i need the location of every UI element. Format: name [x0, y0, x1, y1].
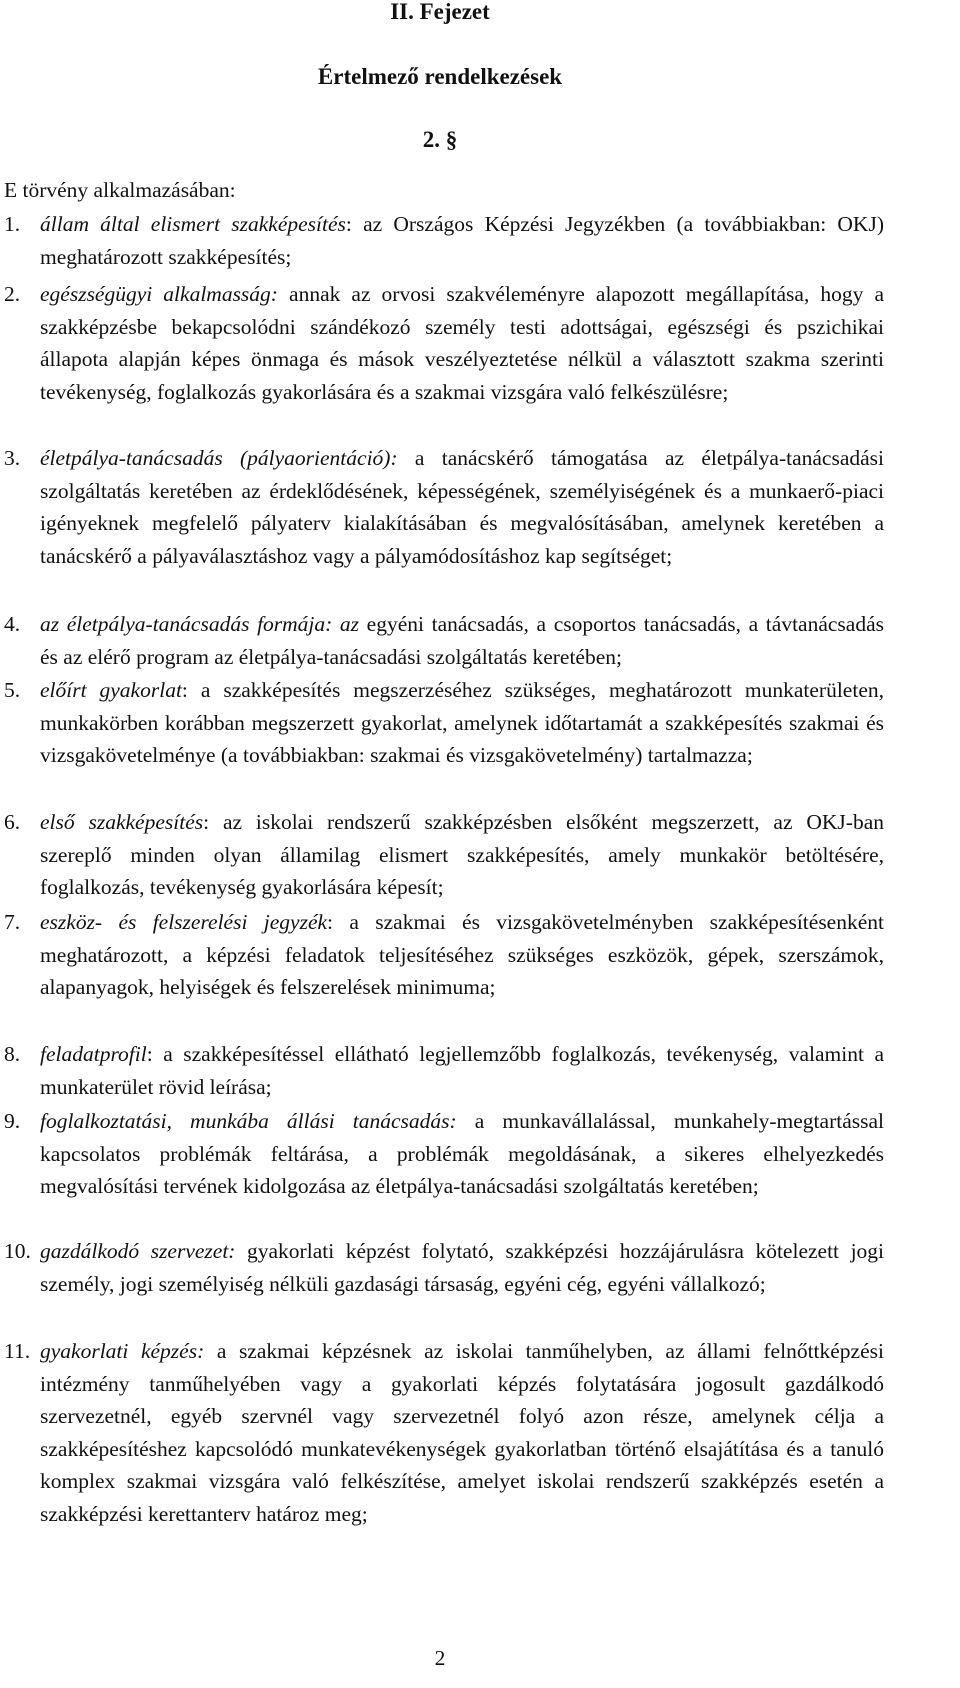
definition-body [40, 806, 884, 904]
definition-body [40, 208, 884, 273]
definition-body [40, 278, 884, 408]
page-number: 2 [434, 1646, 446, 1670]
definition-term: életpálya-tanácsadás (pályaorientáció): [40, 446, 398, 470]
definition-number: 11. [4, 1339, 31, 1363]
definition-number: 8. [4, 1042, 21, 1066]
definition-term: foglalkoztatási, munkába állási tanácsadás: [40, 1109, 457, 1133]
definition-term: feladatprofil [40, 1042, 147, 1066]
definition-text: a szakképesítéssel ellátható legjellemzőbb foglalkozás, tevékenység, valamint a munkaterület rövid leírása; [40, 1042, 884, 1099]
definition-number: 7. [4, 910, 21, 934]
definition-number: 9. [4, 1109, 21, 1133]
definition-separator: : [345, 212, 352, 236]
definition-body [40, 1335, 884, 1531]
definition-text: az Országos Képzési Jegyzékben (a továbbiakban: OKJ) meghatározott szakképesítés; [40, 212, 884, 269]
definition-body [40, 442, 884, 572]
definition-body [40, 674, 884, 772]
definition-text: az iskolai rendszerű szakképzésben elsőként megszerzett, az OKJ-ban szereplő minden olyan államilag elismert szakképesítés, amely munkakör betöltésére, foglalkozás, tevékenység gyakorlására képesít; [40, 810, 884, 900]
definition-body [40, 906, 884, 1004]
chapter-heading: II. Fejezet [390, 0, 490, 24]
definition-number: 10. [4, 1239, 31, 1263]
definition-term: állam által elismert szakképesítés [40, 212, 346, 236]
definition-text: egyéni tanácsadás, a csoportos tanácsadás, a távtanácsadás és az elérő program az életpálya-tanácsadási szolgáltatás keretében; [40, 612, 884, 669]
definition-body [40, 608, 884, 673]
definition-body [40, 1235, 884, 1300]
definition-number: 5. [4, 678, 21, 702]
definition-separator: : [181, 678, 188, 702]
definition-term: első szakképesítés [40, 810, 204, 834]
definition-text: a tanácskérő támogatása az életpálya-tanácsadási szolgáltatás keretében az érdeklődésének, képességének, személyiségének és a munkaerő-piaci igényeknek megfelelő pályaterv kialakításában és megvalósításában, amelynek keretében a tanácskérő a pályaválasztáshoz vagy a pályamódosításhoz kap segítséget; [40, 446, 884, 568]
section-title: Értelmező rendelkezések [317, 64, 563, 89]
definition-term: egészségügyi alkalmasság: [40, 282, 278, 306]
definition-term: gazdálkodó szervezet: [40, 1239, 236, 1263]
definition-number: 6. [4, 810, 21, 834]
definition-text: a szakképesítés megszerzéséhez szükséges, meghatározott munkaterületen, munkakörben korábban megszerzett gyakorlat, amelynek időtartamát a szakképesítés szakmai és vizsgakövetelménye (a továbbiakban: szakmai és vizsgakövetelmény) tartalmazza; [40, 678, 884, 768]
definition-term: gyakorlati képzés: [40, 1339, 205, 1363]
definition-text: a munkavállalással, munkahely-megtartással kapcsolatos problémák feltárása, a problémák megoldásának, a sikeres elhelyezkedés megvalósítási tervének kidolgozása az életpálya-tanácsadási szolgáltatás keretében; [40, 1109, 884, 1199]
definition-number: 2. [4, 282, 21, 306]
definition-term: az életpálya-tanácsadás formája: az [40, 612, 360, 636]
definition-number: 1. [4, 212, 21, 236]
definition-text: a szakmai képzésnek az iskolai tanműhelyben, az állami felnőttképzési intézmény tanműhelyében vagy a gyakorlati képzés folytatására jogosult gazdálkodó szervezetnél, egyéb szervnél vagy szervezetnél folyó azon része, amelynek célja a szakképesítéshez kapcsolódó munkatevékenységek gyakorlatban történő elsajátítása és a tanuló komplex szakmai vizsgára való felkészítése, amelyet iskolai rendszerű szakképzés esetén a szakképzési kerettanterv határoz meg; [40, 1339, 884, 1526]
definition-number: 4. [4, 612, 21, 636]
definition-text: annak az orvosi szakvéleményre alapozott megállapítása, hogy a szakképzésbe bekapcsolódni szándékozó személy testi adottságai, egészségi és pszichikai állapota alapján képes önmaga és mások veszélyeztetése nélkül a választott szakma szerinti tevékenység, foglalkozás gyakorlására és a szakmai vizsgára való felkészülésre; [40, 282, 884, 404]
definition-term: előírt gyakorlat [40, 678, 182, 702]
definition-text: a szakmai és vizsgakövetelményben szakképesítésenként meghatározott, a képzési feladatok teljesítéséhez szükséges eszközök, gépek, szerszámok, alapanyagok, helyiségek és felszerelések minimuma; [40, 910, 884, 1000]
definition-separator: : [203, 810, 210, 834]
definition-text: gyakorlati képzést folytató, szakképzési hozzájárulásra kötelezett jogi személy, jogi személyiség nélküli gazdasági társaság, egyéni cég, egyéni vállalkozó; [40, 1239, 885, 1296]
definition-body [40, 1105, 884, 1203]
definition-separator: : [327, 910, 334, 934]
definition-term: eszköz- és felszerelési jegyzék [40, 910, 328, 934]
intro-text: E törvény alkalmazásában: [4, 178, 236, 202]
definition-body [40, 1038, 884, 1103]
paragraph-number: 2. § [422, 127, 458, 152]
definition-number: 3. [4, 446, 21, 470]
definition-separator: : [146, 1042, 153, 1066]
